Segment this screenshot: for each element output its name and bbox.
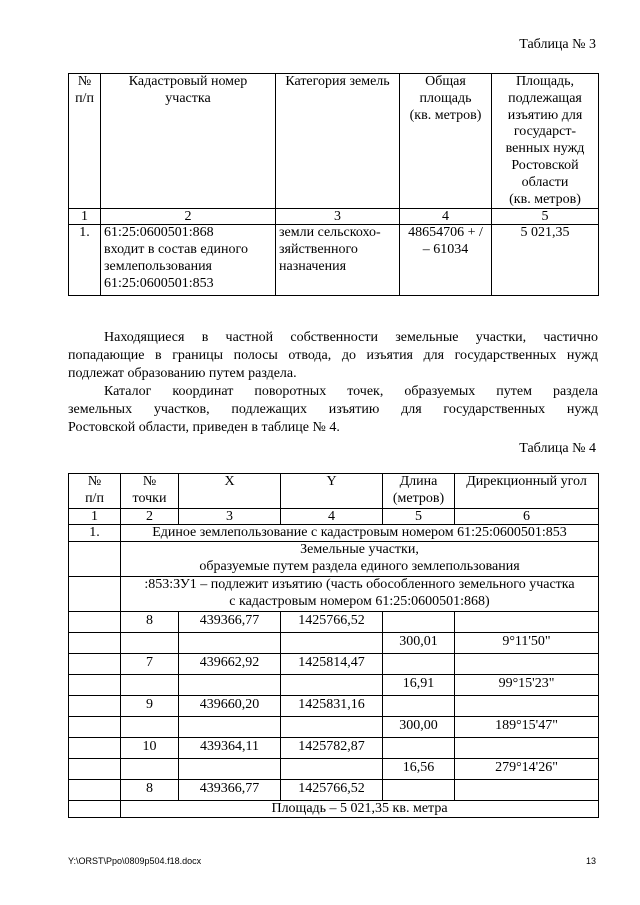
t4-header-point-line: №	[142, 474, 157, 489]
table4-segment-row	[69, 674, 599, 695]
t4-x: 439366,77	[179, 779, 281, 800]
t4-point: 7	[121, 653, 179, 674]
t4-single-use: Единое землепользование с кадастровым номером 61:25:0600501:853	[121, 524, 599, 542]
t4-angle: 189°15'47"	[455, 716, 599, 737]
t4-empty-cell	[69, 758, 121, 779]
t3-row-cadastral-line: 61:25:0600501:853	[104, 275, 214, 291]
table4-header-row	[69, 474, 599, 509]
t3-row-area-line: 48654706 + /	[408, 225, 483, 241]
table4-plots-row	[69, 542, 599, 577]
t4-header-point	[121, 474, 179, 509]
t4-empty-cell	[383, 695, 455, 716]
t4-header-length	[383, 474, 455, 509]
t3-row-seized: 5 021,35	[492, 225, 599, 296]
t4-header-num-line: №	[87, 474, 102, 489]
footer-page-number: 13	[585, 856, 596, 866]
t4-header-angle: Дирекционный угол	[455, 474, 599, 509]
t4-total-area: Площадь – 5 021,35 кв. метра	[121, 800, 599, 818]
paragraph-line: Ростовской области, приведен в таблице № 4.	[68, 420, 340, 435]
t4-empty-cell	[121, 716, 179, 737]
t4-plots-line: образуемые путем раздела единого землепользования	[199, 559, 520, 575]
t4-length: 300,00	[383, 716, 455, 737]
t4-empty-cell	[383, 737, 455, 758]
t4-empty-cell	[179, 674, 281, 695]
t3-header-area	[400, 74, 492, 209]
t4-x: 439660,20	[179, 695, 281, 716]
table4-point-row	[69, 737, 599, 758]
t3-header-seized-line: подлежащая	[508, 90, 582, 106]
t4-empty-cell	[121, 758, 179, 779]
t3-header-seized-line: венных нужд	[505, 141, 585, 157]
t4-header-x: X	[179, 474, 281, 509]
t4-colnum: 1	[69, 508, 121, 524]
t4-x: 439366,77	[179, 611, 281, 632]
t3-header-category	[276, 74, 400, 209]
table4-zu1-row	[69, 576, 599, 611]
t3-header-num	[69, 74, 101, 209]
t4-empty-cell	[281, 674, 383, 695]
t4-y: 1425766,52	[281, 611, 383, 632]
t3-header-num-line: п/п	[75, 90, 94, 106]
table4-single-use-row	[69, 524, 599, 542]
t3-row-cadastral	[101, 225, 276, 296]
t3-colnum: 3	[276, 209, 400, 225]
t4-angle: 99°15'23"	[455, 674, 599, 695]
t4-length: 300,01	[383, 632, 455, 653]
t4-empty-cell	[69, 779, 121, 800]
table4-point-row	[69, 779, 599, 800]
t3-header-area-line: Общая	[425, 74, 466, 89]
t3-row-cadastral-line: входит в состав единого	[104, 242, 248, 258]
t3-row-num: 1.	[69, 225, 101, 296]
t4-empty-cell	[69, 653, 121, 674]
t4-colnum: 4	[281, 508, 383, 524]
t4-empty-cell	[69, 674, 121, 695]
t3-row-category-line: зяйственного	[279, 242, 358, 258]
table3-caption: Таблица № 3	[519, 37, 596, 52]
t4-empty-cell	[69, 737, 121, 758]
paragraph-line: попадающие в границы полосы отвода, до изъятия для государственных нужд	[68, 348, 598, 363]
t3-colnum: 2	[101, 209, 276, 225]
t4-empty-cell	[69, 576, 121, 611]
t4-header-num-line: п/п	[85, 490, 104, 506]
t4-empty-cell	[179, 758, 281, 779]
t3-header-seized-line: области	[521, 174, 569, 190]
t3-header-seized-line: Площадь,	[515, 74, 575, 89]
t4-empty-cell	[121, 632, 179, 653]
t4-empty-cell	[69, 542, 121, 577]
t4-empty-cell	[69, 716, 121, 737]
t4-empty-cell	[455, 611, 599, 632]
t3-header-cadastral	[101, 74, 276, 209]
t4-point: 8	[121, 611, 179, 632]
t4-header-num	[69, 474, 121, 509]
t3-row-category	[276, 225, 400, 296]
t4-colnum: 5	[383, 508, 455, 524]
paragraph-private-plots	[68, 329, 598, 383]
table4-point-row	[69, 695, 599, 716]
t4-point: 9	[121, 695, 179, 716]
t4-point: 10	[121, 737, 179, 758]
t4-empty-cell	[281, 758, 383, 779]
t3-header-seized-line: (кв. метров)	[509, 191, 581, 207]
t3-header-cadastral-line: Кадастровый номер	[128, 74, 248, 89]
t4-empty-cell	[383, 653, 455, 674]
table3-header-row	[69, 74, 599, 209]
t3-header-seized	[492, 74, 599, 209]
paragraph-line: Каталог координат поворотных точек, образуемых путем раздела	[104, 384, 598, 399]
table3-data-row	[69, 225, 599, 296]
t4-empty-cell	[69, 695, 121, 716]
t4-header-y: Y	[281, 474, 383, 509]
t3-row-area-line: – 61034	[422, 242, 469, 258]
t3-row-category-line: назначения	[279, 258, 347, 274]
t4-angle: 279°14'26"	[455, 758, 599, 779]
t4-empty-cell	[179, 632, 281, 653]
t3-header-area-line: площадь	[419, 90, 472, 106]
paragraph-line: земельных участков, подлежащих изъятию для государственных нужд	[68, 402, 598, 417]
t4-empty-cell	[455, 737, 599, 758]
t4-empty-cell	[455, 779, 599, 800]
t3-header-num-line: №	[77, 74, 92, 89]
t4-empty-cell	[455, 695, 599, 716]
t4-plots-line: Земельные участки,	[300, 542, 419, 558]
table4-caption: Таблица № 4	[519, 441, 596, 456]
t4-empty-cell	[69, 632, 121, 653]
footer-file-path: Y:\ORST\Ppo\0809p504.f18.docx	[68, 856, 202, 866]
t3-header-area-line: (кв. метров)	[409, 107, 482, 123]
t4-empty-cell	[121, 674, 179, 695]
t4-length: 16,56	[383, 758, 455, 779]
t3-colnum: 1	[69, 209, 101, 225]
t4-colnum: 2	[121, 508, 179, 524]
t3-colnum: 5	[492, 209, 599, 225]
t4-row-num: 1.	[69, 524, 121, 542]
t4-angle: 9°11'50"	[455, 632, 599, 653]
table4-segment-row	[69, 758, 599, 779]
t4-empty-cell	[455, 653, 599, 674]
t4-empty-cell	[281, 716, 383, 737]
t4-empty-cell	[281, 632, 383, 653]
paragraph-coordinates-catalog	[68, 383, 598, 437]
table4-point-row	[69, 653, 599, 674]
t4-empty-cell	[69, 611, 121, 632]
t4-length: 16,91	[383, 674, 455, 695]
t4-colnum: 6	[455, 508, 599, 524]
t4-plots	[121, 542, 599, 577]
t4-empty-cell	[383, 779, 455, 800]
t4-empty-cell	[69, 800, 121, 818]
table4-segment-row	[69, 632, 599, 653]
t3-row-area	[400, 225, 492, 296]
table4-column-numbers-row	[69, 508, 599, 524]
t3-header-seized-line: изъятию для	[507, 107, 583, 123]
t3-row-cadastral-line: 61:25:0600501:868	[104, 225, 214, 241]
t4-y: 1425766,52	[281, 779, 383, 800]
table4-segment-row	[69, 716, 599, 737]
t4-zu1-line: :853:ЗУ1 – подлежит изъятию (часть обособленного земельного участка	[144, 576, 575, 592]
table4-point-row	[69, 611, 599, 632]
t4-empty-cell	[179, 716, 281, 737]
paragraph-line: подлежат образованию путем раздела.	[68, 366, 297, 381]
t3-header-category-line: Категория земель	[285, 74, 390, 89]
t4-header-length-line: (метров)	[392, 490, 445, 506]
t4-point: 8	[121, 779, 179, 800]
t3-row-category-line: земли сельскохо-	[279, 225, 381, 241]
paragraph-line: Находящиеся в частной собственности земельные участки, частично	[104, 330, 598, 345]
table4-total-row	[69, 800, 599, 818]
t4-empty-cell	[383, 611, 455, 632]
t3-colnum: 4	[400, 209, 492, 225]
t4-x: 439364,11	[179, 737, 281, 758]
t3-header-seized-line: Ростовской	[511, 157, 579, 173]
t3-header-seized-line: государст-	[513, 124, 577, 140]
t4-header-point-line: точки	[132, 490, 167, 506]
t4-y: 1425831,16	[281, 695, 383, 716]
t4-y: 1425814,47	[281, 653, 383, 674]
t4-zu1-line: с кадастровым номером 61:25:0600501:868)	[229, 593, 490, 609]
t4-x: 439662,92	[179, 653, 281, 674]
t3-row-cadastral-line: землепользования	[104, 258, 212, 274]
table4	[68, 473, 599, 818]
t4-y: 1425782,87	[281, 737, 383, 758]
table3	[68, 73, 599, 296]
t4-header-length-line: Длина	[399, 474, 438, 489]
t4-colnum: 3	[179, 508, 281, 524]
t3-header-cadastral-line: участка	[165, 90, 211, 106]
table3-column-numbers-row	[69, 209, 599, 225]
t4-zu1	[121, 576, 599, 611]
